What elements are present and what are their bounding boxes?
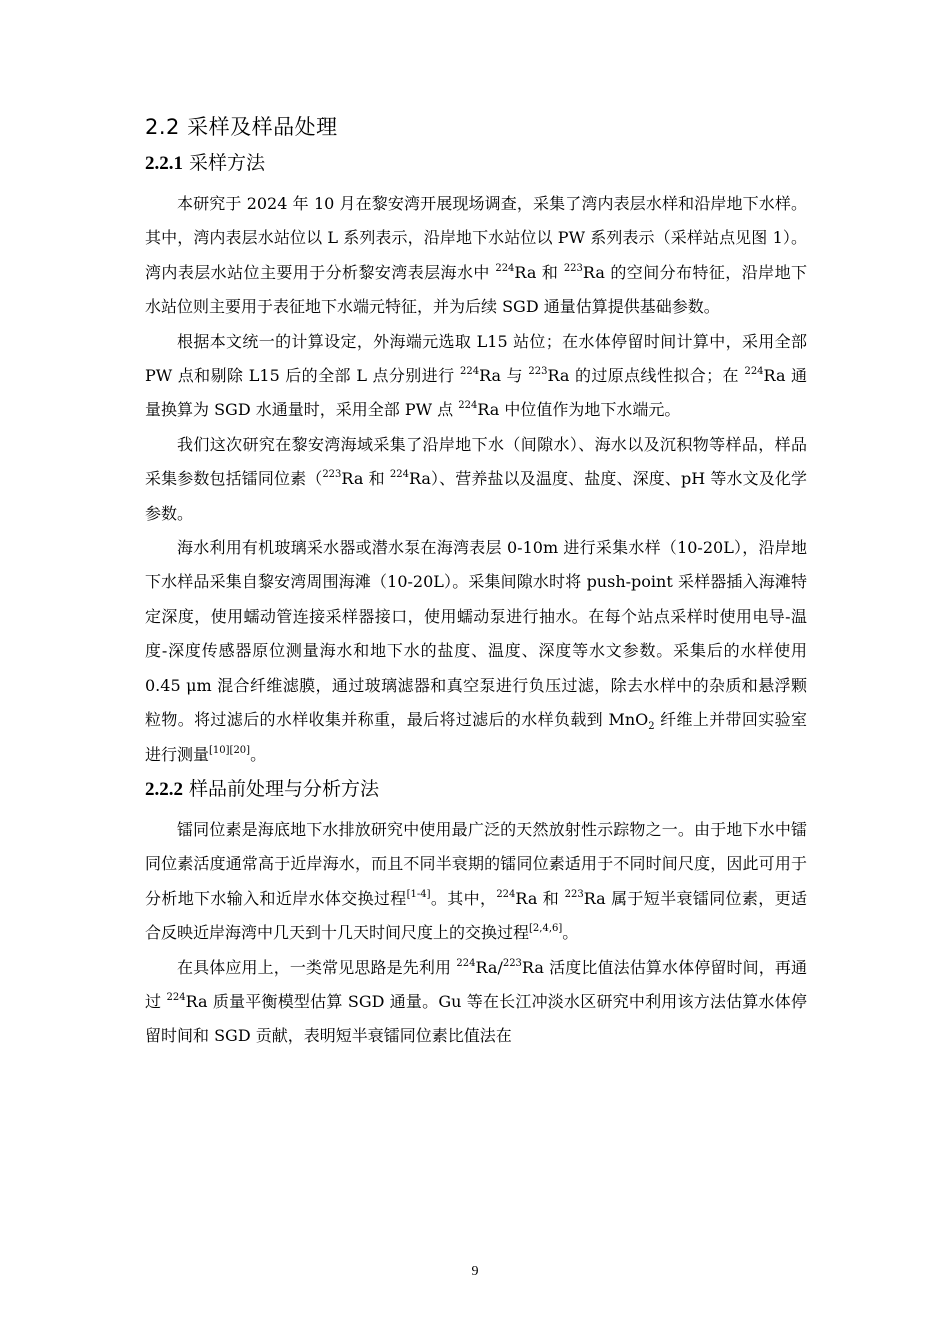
isotope-mass-number: 223 [563,262,583,274]
isotope-mass-number: 224 [456,957,476,969]
paragraph-calculation-settings: 根据本文统一的计算设定，外海端元选取 L15 站位；在水体停留时间计算中，采用全部 PW 点和剔除 L15 后的全部 L 点分别进行 $^{224}$Ra 与 $^{223}$Ra 的过原点线性拟合；在 $^{224}$Ra 通量换算为 SGD 水通量时，采用全部 PW 点 $^{224}$Ra 中位值作为地下水端元。 [145,331,807,420]
subsection-number: 2.2.1 [145,153,183,174]
paragraph-sampling-procedure: 海水利用有机玻璃采水器或潜水泵在海湾表层 0-10m 进行采集水样（10-20L），沿岸地下水样品采集自黎安湾周围海滩（10-20L）。采集间隙水时将 push-point 采样器插入海滩特定深度，使用蠕动管连接采样器接口，使用蠕动泵进行抽水。在每个站点采样时使用电导-温度-深度传感器原位测量海水和地下水的盐度、温度、深度等水文参数。采集后的水样使用 0.45 μm 混合纤维滤膜，通过玻璃滤器和真空泵进行负压过滤，除去水样中的杂质和悬浮颗粒物。将过滤后的水样收集并称重，最后将过滤后的水样负载到 MnO$_2$ 纤维上并带回实验室进行测量[10][20]。 [145,538,807,764]
subsection-title: 采样方法 [189,152,266,174]
page-content [145,110,807,1054]
isotope-mass-number: 223 [322,469,342,481]
paragraph-radium-tracers: 镭同位素是海底地下水排放研究中使用最广泛的天然放射性示踪物之一。由于地下水中镭同位素活度通常高于近岸海水，而且不同半衰期的镭同位素适用于不同时间尺度，因此可用于分析地下水输入和近岸水体交换过程[1-4]。其中，$^{224}$Ra 和 $^{223}$Ra 属于短半衰镭同位素，更适合反映近岸海湾中几天到十几天时间尺度上的交换过程[2,4,6]。 [145,819,807,943]
isotope-mass-number: 224 [459,366,480,378]
citation: [1-4] [406,888,431,900]
isotope-mass-number: 223 [502,957,522,969]
isotope-mass-number: 224 [389,469,409,481]
paragraph-sample-types: 我们这次研究在黎安湾海域采集了沿岸地下水（间隙水）、海水以及沉积物等样品，样品采集参数包括镭同位素（$^{223}$Ra 和 $^{224}$Ra）、营养盐以及温度、盐度、深度、pH 等水文及化学参数。 [145,434,807,523]
subsection-heading-sampling-method [145,146,807,181]
paragraph-study-overview: 本研究于 2024 年 10 月在黎安湾开展现场调查，采集了湾内表层水样和沿岸地下水样。其中，湾内表层水站位以 L 系列表示，沿岸地下水站位以 PW 系列表示（采样站点见图 1）。湾内表层水站位主要用于分析黎安湾表层海水中 $^{224}$Ra 和 $^{223}$Ra 的空间分布特征，沿岸地下水站位则主要用于表征地下水端元特征，并为后续 SGD 通量估算提供基础参数。 [145,194,807,317]
page-number: 9 [471,1264,479,1279]
subsection-heading-pretreatment [145,772,807,807]
paragraph-application: 在具体应用上，一类常见思路是先利用 $^{224}$Ra/$^{223}$Ra 活度比值法估算水体停留时间，再通过 $^{224}$Ra 质量平衡模型估算 SGD 通量。Gu 等在长江冲淡水区研究中利用该方法估算水体停留时间和 SGD 贡献，表明短半衰镭同位素比值法在 [145,957,807,1046]
isotope-mass-number: 223 [528,366,548,378]
citation: [10][20] [209,744,251,756]
subsection-title: 样品前处理与分析方法 [189,777,380,800]
isotope-mass-number: 224 [495,262,515,274]
isotope-mass-number: 224 [166,991,186,1003]
subsection-number: 2.2.2 [145,778,183,800]
isotope-mass-number: 224 [458,400,478,412]
section-heading: 2.2 采样及样品处理 [145,115,338,139]
isotope-mass-number: 224 [496,888,516,900]
isotope-mass-number: 224 [744,366,764,378]
subscript: 2 [648,721,655,733]
citation: [2,4,6] [529,923,563,935]
isotope-mass-number: 223 [564,888,584,900]
